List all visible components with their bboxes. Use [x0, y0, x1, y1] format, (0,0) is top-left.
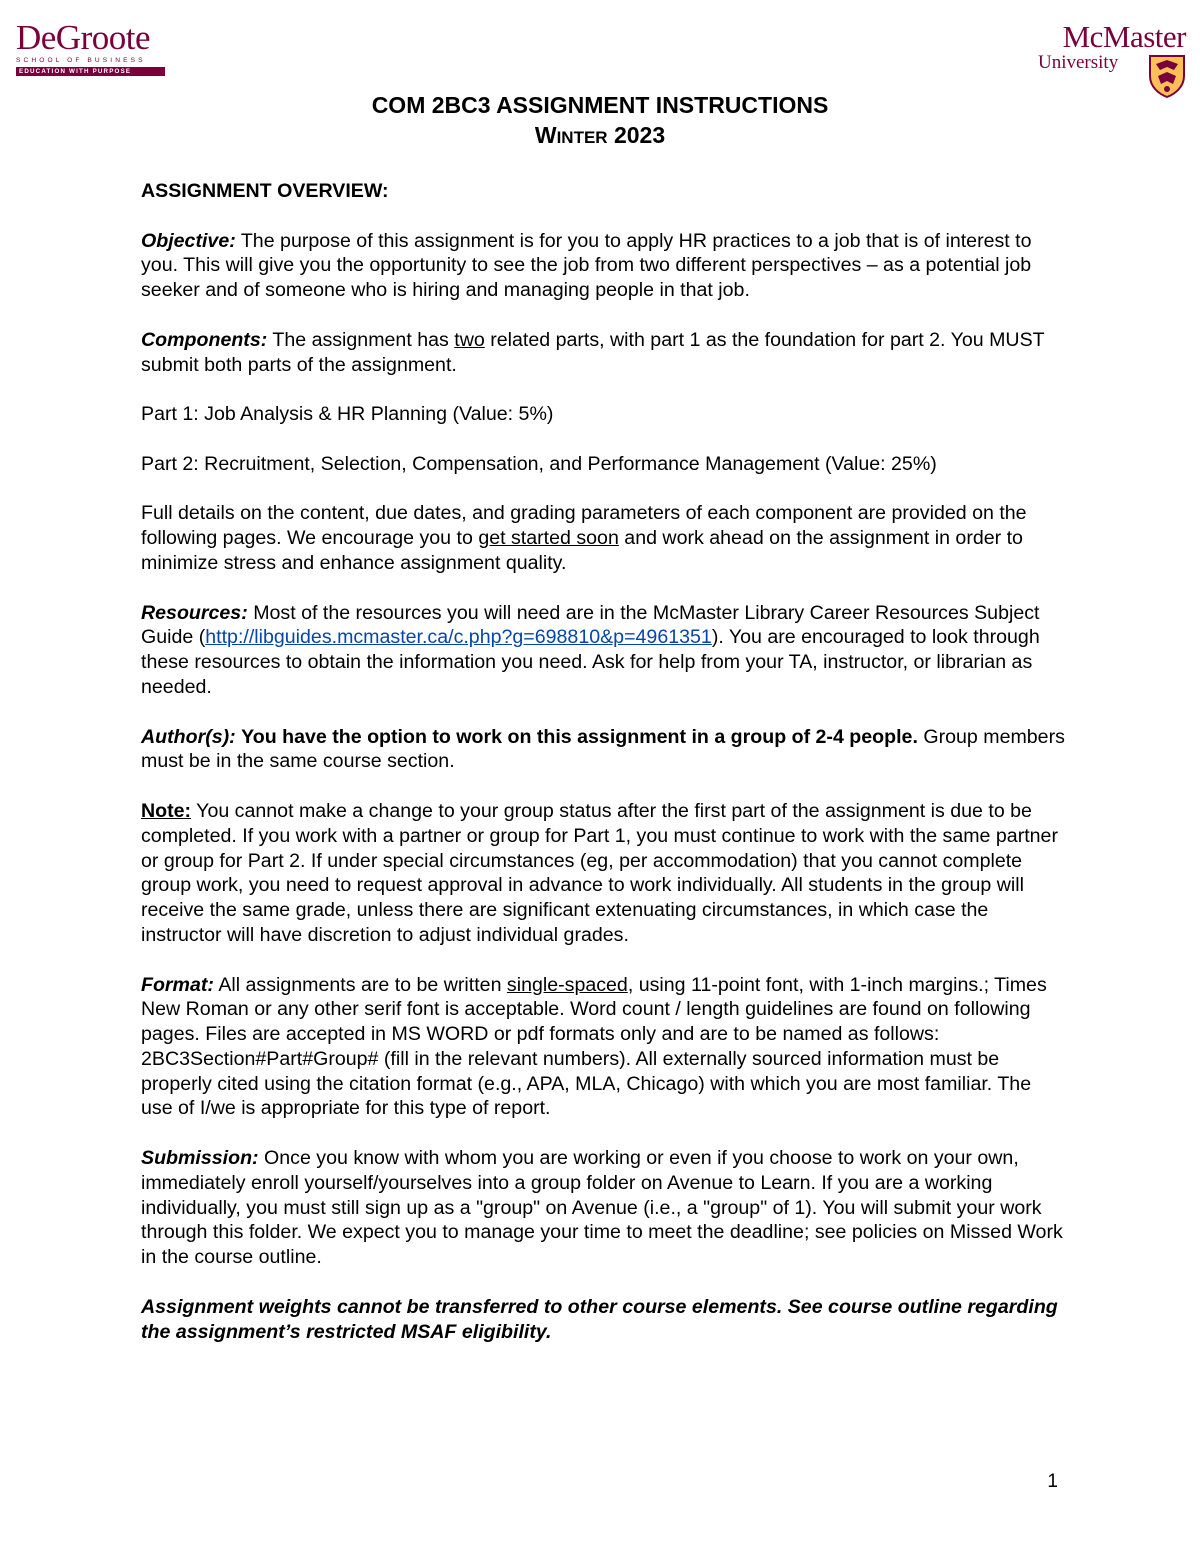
authors-bold-text: You have the option to work on this assignment in a group of 2-4 people.	[241, 725, 918, 748]
components-label: Components:	[141, 328, 268, 351]
note-label: Note:	[141, 799, 192, 822]
title-line-2	[0, 120, 1200, 153]
submission-label: Submission:	[141, 1147, 259, 1170]
objective-text: The purpose of this assignment is for you to apply HR practices to a job that is of interest to you. This will give you the opportunity to see the job from two different perspectives – as a potential job seeker and of someone who is hiring and managing people in that job.	[141, 229, 1032, 302]
details-text-b: and work ahead on the assignment in order to minimize stress and enhance assignment quality.	[141, 527, 1023, 574]
components-text-b: related parts, with part 1 as the foundation for part 2. You MUST submit both parts of the assignment.	[141, 328, 1045, 376]
authors-label: Author(s):	[141, 725, 236, 748]
resources-paragraph	[141, 601, 1066, 700]
components-text-a: The assignment has	[272, 328, 449, 351]
details-text-a: Full details on the content, due dates, and grading parameters of each component are provided on the following pages. We encourage you to	[141, 502, 1027, 550]
degroote-subtitle: SCHOOL OF BUSINESS	[16, 57, 146, 64]
resources-label: Resources:	[141, 601, 248, 624]
title-year: 2023	[613, 122, 666, 148]
title-term-rest: INTER	[556, 128, 608, 147]
submission-text: Once you know with whom you are working or even if you choose to work on your own, immediately enroll yourself/yourselves into a group folder on Avenue to Learn. If you are a working individually, you must still sign up as a "group" on Avenue (i.e., a "group" of 1). You will submit your work through this folder. We expect you to manage your time to meet the deadline; see policies on Missed Work in the course outline.	[141, 1147, 1063, 1269]
format-label: Format:	[141, 973, 214, 996]
degroote-logo	[16, 18, 171, 76]
document-title	[0, 90, 1200, 153]
objective-paragraph	[141, 229, 1066, 303]
format-text-a: All assignments are to be written	[218, 973, 502, 996]
details-underlined: get started soon	[478, 527, 619, 550]
libguides-link[interactable]: http://libguides.mcmaster.ca/c.php?g=698810&p=4961351	[205, 626, 712, 649]
objective-label: Objective:	[141, 229, 236, 252]
degroote-wordmark: DeGroote	[16, 18, 151, 57]
overview-heading: ASSIGNMENT OVERVIEW:	[141, 180, 389, 202]
resources-text-a: Most of the resources you will need are in the McMaster Library Career Resources Subject Guide (	[141, 601, 1040, 649]
resources-text-b: ). You are encouraged to look through these resources to obtain the information you need. Ask for help from your TA, instructor, or librarian as needed.	[141, 626, 1040, 698]
part2-line: Part 2: Recruitment, Selection, Compensation, and Performance Management (Value: 25%)	[141, 452, 937, 475]
format-paragraph	[141, 973, 1066, 1122]
mcmaster-wordmark: McMaster	[1062, 19, 1186, 54]
note-paragraph	[141, 799, 1066, 948]
mcmaster-subtitle: University	[1038, 52, 1119, 73]
note-text: You cannot make a change to your group status after the first part of the assignment is due to be completed. If you work with a partner or group for Part 1, you must continue to work with the same partner or group for Part 2. If under special circumstances (eg, per accommodation) that you cannot complete group work, you need to request approval in advance to work individually. All students in the group will receive the same grade, unless there are significant extenuating circumstances, in which case the instructor will have discretion to adjust individual grades.	[141, 799, 1058, 946]
degroote-tagline: EDUCATION WITH PURPOSE	[16, 67, 165, 76]
components-paragraph	[141, 328, 1066, 378]
format-underlined: single-spaced	[506, 973, 628, 996]
authors-text: Group members must be in the same course section.	[141, 725, 1065, 773]
mcmaster-logo	[1036, 19, 1186, 97]
page-number: 1	[1047, 1471, 1058, 1492]
title-term-initial: W	[534, 122, 557, 148]
part1-line: Part 1: Job Analysis & HR Planning (Value: 5%)	[141, 403, 554, 426]
closing-note: Assignment weights cannot be transferred to other course elements. See course outline regarding the assignment’s restricted MSAF eligibility.	[141, 1295, 1058, 1343]
submission-paragraph	[141, 1146, 1066, 1270]
document-body	[141, 179, 1066, 1369]
authors-paragraph	[141, 725, 1066, 775]
format-text-b: , using 11-point font, with 1-inch margins.; Times New Roman or any other serif font is acceptable. Word count / length guidelines are found on following pages. Files are accepted in MS WORD or pdf formats only and are to be named as follows: 2BC3Section#Part#Group# (fill in the relevant numbers). All externally sourced information must be properly cited using the citation format (e.g., APA, MLA, Chicago) with which you are most familiar. The use of I/we is appropriate for this type of report.	[141, 973, 1047, 1120]
details-paragraph	[141, 501, 1066, 575]
components-underlined: two	[454, 328, 485, 351]
title-line-1: COM 2BC3 ASSIGNMENT INSTRUCTIONS	[371, 92, 829, 118]
